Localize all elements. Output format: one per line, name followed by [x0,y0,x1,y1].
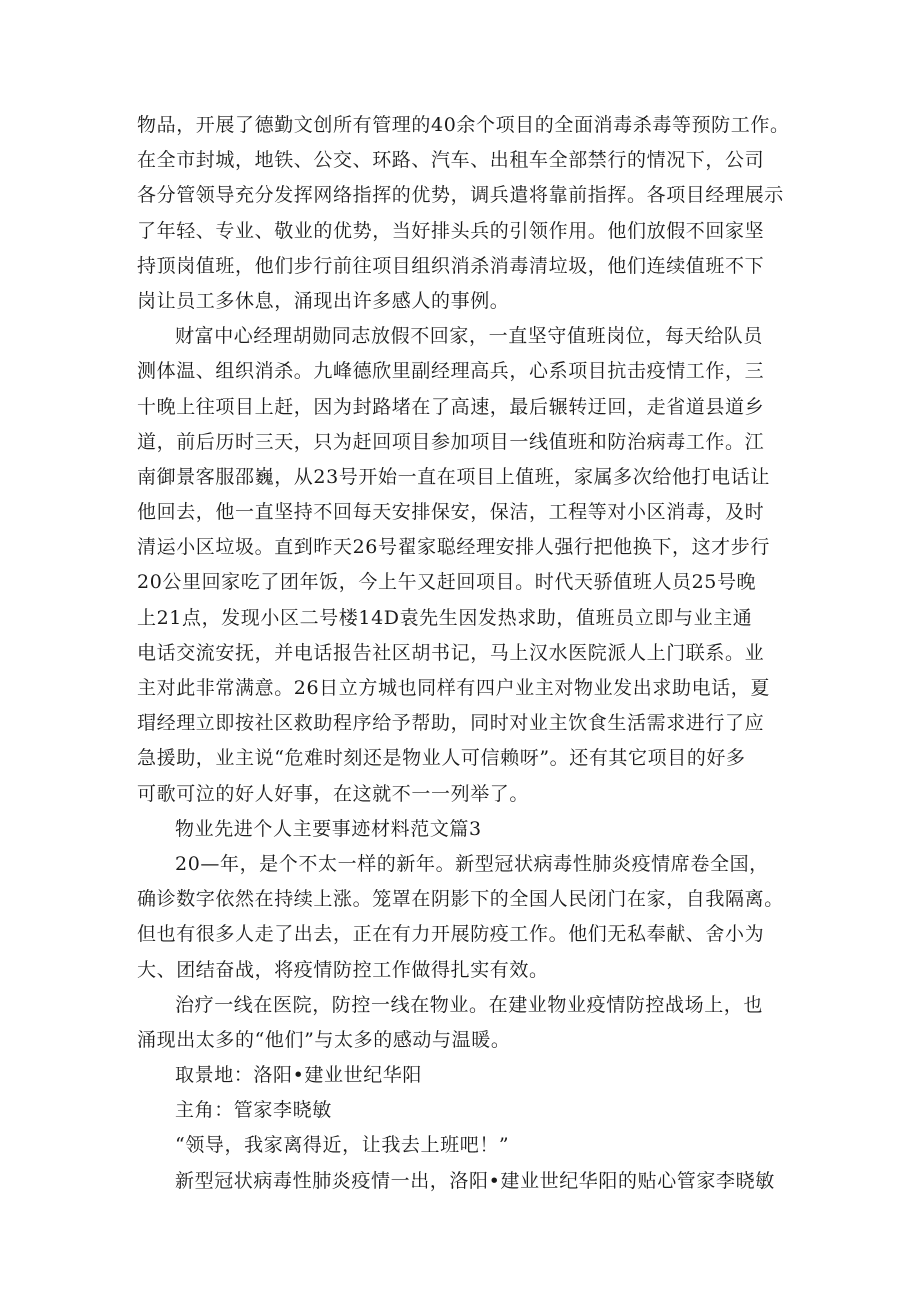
text-line: 主角：管家李晓敏 [175,1099,332,1122]
text-line: 电话交流安抚，并电话报告社区胡书记，马上汉水医院派人上门联系。业 [137,641,765,664]
text-line: 瑁经理立即按社区救助程序给予帮助，同时对业主饮食生活需求进行了应 [137,712,765,735]
paragraph [137,812,817,847]
paragraph [137,1093,817,1128]
text-line: 20公里回家吃了团年饭，今上午又赶回项目。时代天骄值班人员25号晚 [137,571,757,594]
text-line: 十晚上往项目上赶，因为封路堵在了高速，最后辗转迂回，走省道县道乡 [137,395,765,418]
text-line: 岗让员工多休息，涌现出许多感人的事例。 [137,289,510,312]
text-line: 持顶岗值班，他们步行前往项目组织消杀消毒清垃圾，他们连续值班不下 [137,254,765,277]
paragraph [137,1164,817,1199]
text-line: 物业先进个人主要事迹材料范文篇3 [175,817,482,840]
text-line: 上21点，发现小区二号楼14D袁先生因发热求助，值班员立即与业主通 [137,606,753,629]
text-line: 新型冠状病毒性肺炎疫情一出，洛阳•建业世纪华阳的贴心管家李晓敏 [175,1169,775,1192]
paragraph [137,847,817,988]
text-line: 确诊数字依然在持续上涨。笼罩在阴影下的全国人民闭门在家，自我隔离。 [137,888,784,911]
text-line: 主对此非常满意。26日立方城也同样有四户业主对物业发出求助电话，夏 [137,677,770,699]
document-body [137,108,817,1199]
paragraph [137,1058,817,1093]
paragraph [137,108,817,319]
text-line: 测体温、组织消杀。九峰德欣里副经理高兵，心系项目抗击疫情工作，三 [137,360,765,383]
text-line: 清运小区垃圾。直到昨天26号翟家聪经理安排人强行把他换下，这才步行 [137,536,770,559]
paragraph [137,988,817,1058]
text-line: 在全市封城，地铁、公交、环路、汽车、出租车全部禁行的情况下，公司 [137,149,765,172]
text-line: 他回去，他一直坚持不回每天安排保安，保洁，工程等对小区消毒，及时 [137,501,765,524]
text-line: 急援助，业主说“危难时刻还是物业人可信赖呀”。还有其它项目的好多 [137,747,746,770]
paragraph [137,319,817,812]
paragraph [137,1128,817,1163]
text-line: 物品，开展了德勤文创所有管理的40余个项目的全面消毒杀毒等预防工作。 [137,114,790,136]
text-line: 涌现出太多的“他们”与太多的感动与温暖。 [137,1028,511,1051]
text-line: 南御景客服邵巍，从23号开始一直在项目上值班，家属多次给他打电话让 [137,465,770,488]
text-line: 20—年，是个不太一样的新年。新型冠状病毒性肺炎疫情席卷全国， [175,852,769,875]
text-line: 大、团结奋战，将疫情防控工作做得扎实有效。 [137,958,549,981]
text-line: “领导，我家离得近，让我去上班吧！” [175,1134,510,1157]
text-line: 治疗一线在医院，防控一线在物业。在建业物业疫情防控战场上，也 [175,993,764,1016]
text-line: 道，前后历时三天，只为赶回项目参加项目一线值班和防治病毒工作。江 [137,430,765,453]
text-line: 各分管领导充分发挥网络指挥的优势，调兵遣将靠前指挥。各项目经理展示 [137,184,784,207]
text-line: 取景地：洛阳•建业世纪华阳 [175,1064,423,1087]
text-line: 了年轻、专业、敬业的优势，当好排头兵的引领作用。他们放假不回家坚 [137,219,765,242]
text-line: 财富中心经理胡勋同志放假不回家，一直坚守值班岗位，每天给队员 [175,325,764,348]
text-line: 但也有很多人走了出去，正在有力开展防疫工作。他们无私奉献、舍小为 [137,923,765,946]
text-line: 可歌可泣的好人好事，在这就不一一列举了。 [137,782,530,805]
